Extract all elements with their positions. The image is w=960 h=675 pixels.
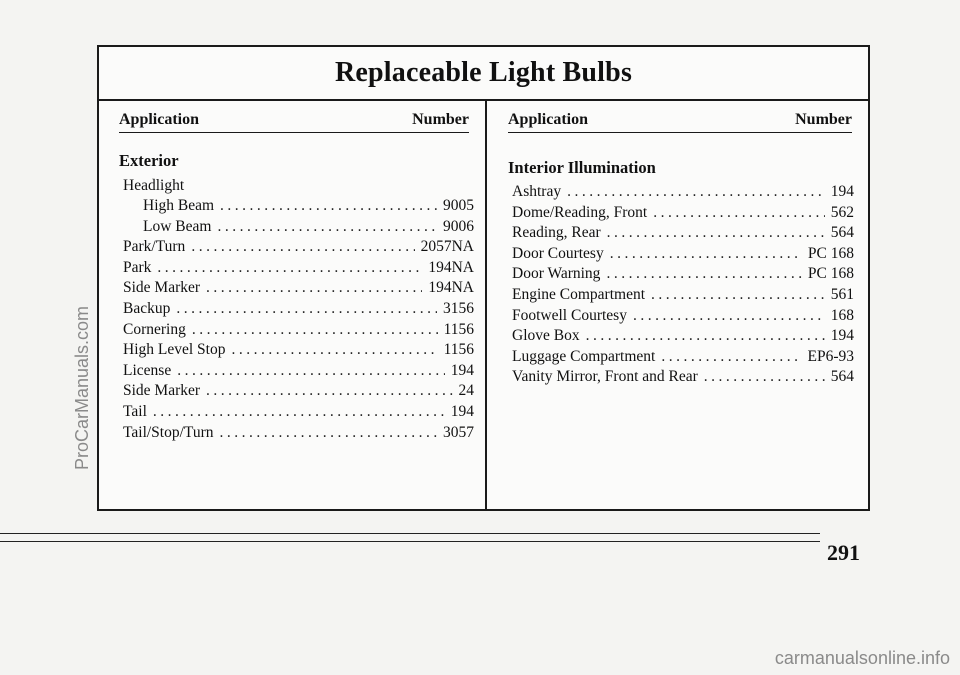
bulb-entry-row [119, 320, 474, 341]
exterior-entry-label: Backup [123, 299, 171, 317]
bulb-entry-row [119, 196, 474, 217]
interior-entry-label: Luggage Compartment [512, 347, 656, 365]
exterior-entry-label: Cornering [123, 320, 186, 338]
interior-section [508, 158, 854, 388]
bulb-entry-row [119, 278, 474, 299]
dot-leader [206, 381, 452, 402]
exterior-entry-label: High Level Stop [123, 341, 226, 359]
interior-entry-label: Footwell Courtesy [512, 306, 627, 324]
interior-entry-number: PC 168 [807, 265, 854, 283]
exterior-entry-number: 194 [450, 402, 474, 420]
bulb-entry-row [508, 223, 854, 244]
exterior-entry-label: Tail [123, 402, 147, 420]
dot-leader [157, 258, 422, 279]
dot-leader [231, 340, 437, 361]
interior-entry-label: Ashtray [512, 183, 562, 200]
exterior-entry-number: 194NA [428, 279, 474, 297]
bulb-entry-row [119, 381, 474, 402]
right-column-header [508, 101, 852, 133]
bulb-entry-row [119, 217, 474, 238]
interior-entry-label: Vanity Mirror, Front and Rear [512, 368, 698, 386]
dot-leader [607, 223, 825, 244]
interior-entry-number: 564 [830, 368, 854, 386]
dot-leader [220, 423, 437, 444]
interior-entry-number: EP6-93 [807, 347, 854, 365]
right-application-header: Application [508, 111, 589, 128]
exterior-entry-label: Tail/Stop/Turn [123, 423, 214, 441]
left-number-header: Number [412, 111, 469, 128]
exterior-entry-label: Side Marker [123, 279, 201, 297]
interior-entry-number: 168 [830, 306, 854, 324]
dot-leader [206, 278, 422, 299]
dot-leader [651, 285, 825, 306]
interior-entry-number: 562 [830, 203, 854, 221]
page-title: Replaceable Light Bulbs [334, 57, 633, 88]
interior-entry-label: Reading, Rear [512, 224, 601, 242]
dot-leader [153, 402, 445, 423]
exterior-entry-number: 194NA [428, 258, 474, 276]
dot-leader [633, 306, 825, 327]
footer-rule-bottom [0, 541, 820, 542]
exterior-section [119, 151, 474, 443]
bulb-entry-row [508, 367, 854, 388]
bulb-entry-row [508, 203, 854, 224]
dot-leader [177, 361, 445, 382]
exterior-entry-label: Park [123, 258, 152, 276]
exterior-entry-list [119, 196, 474, 443]
dot-leader [653, 203, 825, 224]
dot-leader [567, 182, 825, 203]
dot-leader [586, 326, 825, 347]
bulb-entry-row [508, 244, 854, 265]
bulb-entry-row [508, 264, 854, 285]
interior-heading: Interior Illumination [508, 158, 656, 177]
dot-leader [610, 244, 802, 265]
bulb-entry-row [508, 306, 854, 327]
interior-entry-number: 564 [830, 224, 854, 242]
interior-entry-number: 194 [830, 183, 854, 200]
dot-leader [704, 367, 825, 388]
interior-entry-label: Engine Compartment [512, 285, 646, 303]
side-watermark: ProCarManuals.com [72, 305, 92, 470]
exterior-heading: Exterior [119, 151, 179, 170]
column-divider [485, 101, 487, 511]
exterior-entry-number: 1156 [443, 320, 474, 338]
dot-leader [606, 264, 801, 285]
bulb-entry-row [119, 402, 474, 423]
title-bar [99, 47, 868, 101]
exterior-entry-number: 1156 [443, 341, 474, 359]
interior-entry-number: 194 [830, 327, 854, 345]
interior-entry-list [508, 182, 854, 388]
interior-entry-number: 561 [830, 285, 854, 303]
left-column-header [119, 101, 469, 133]
exterior-entry-number: 9005 [443, 197, 474, 214]
dot-leader [192, 320, 438, 341]
exterior-entry-label: Low Beam [143, 217, 212, 235]
page-number: 291 [827, 540, 860, 565]
bulb-entry-row [508, 285, 854, 306]
dot-leader [661, 347, 801, 368]
bulb-entry-row [119, 237, 474, 258]
left-application-header: Application [119, 111, 200, 128]
exterior-entry-label: High Beam [143, 197, 215, 214]
exterior-entry-number: 194 [450, 361, 474, 379]
headlight-group-label: Headlight [123, 177, 185, 194]
dot-leader [217, 217, 437, 238]
footer-rule-top [0, 533, 820, 534]
bulb-entry-row [119, 258, 474, 279]
dot-leader [176, 299, 437, 320]
interior-entry-label: Door Warning [512, 265, 601, 283]
exterior-entry-number: 3057 [443, 423, 474, 441]
interior-entry-number: PC 168 [807, 244, 854, 262]
interior-entry-label: Dome/Reading, Front [512, 203, 648, 221]
bulb-entry-row [119, 340, 474, 361]
bulb-entry-row [508, 347, 854, 368]
interior-entry-label: Door Courtesy [512, 244, 604, 262]
bulb-table [97, 45, 870, 511]
right-number-header: Number [795, 111, 852, 128]
exterior-entry-label: Park/Turn [123, 238, 186, 256]
dot-leader [220, 196, 437, 217]
interior-entry-label: Glove Box [512, 327, 580, 345]
exterior-entry-number: 24 [458, 382, 474, 400]
exterior-entry-label: License [123, 361, 172, 379]
bulb-entry-row [119, 423, 474, 444]
exterior-entry-number: 3156 [443, 299, 474, 317]
exterior-entry-label: Side Marker [123, 382, 201, 400]
bulb-entry-row [508, 182, 854, 203]
bottom-watermark: carmanualsonline.info [774, 648, 950, 668]
bulb-entry-row [508, 326, 854, 347]
bulb-entry-row [119, 299, 474, 320]
bulb-entry-row [119, 361, 474, 382]
exterior-entry-number: 9006 [443, 217, 474, 235]
dot-leader [191, 237, 414, 258]
exterior-entry-number: 2057NA [420, 238, 474, 256]
